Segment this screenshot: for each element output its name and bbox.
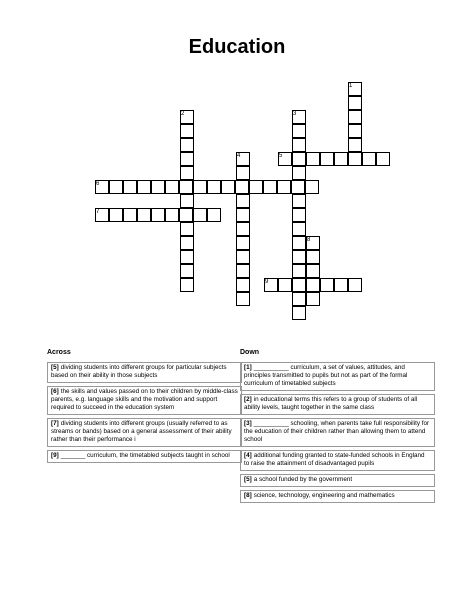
clue-text: __________ schooling, when parents take full responsibility for the education of their children rather than allowing them to attend school [244,420,430,443]
crossword-cell[interactable] [180,152,194,166]
crossword-cell[interactable] [123,208,137,222]
crossword-cell[interactable] [180,222,194,236]
clue-text: additional funding granted to state-funded schools in England to raise the attainment of disadvantaged pupils [244,452,425,467]
clue-number: [3] [244,420,252,427]
crossword-cell[interactable] [348,96,362,110]
clue-text: dividing students into different groups for particular subjects based on their ability in those subjects [51,364,227,379]
crossword-cell[interactable] [179,180,193,194]
crossword-cell[interactable] [236,208,250,222]
cell-number: 9 [265,279,269,285]
crossword-cell[interactable] [151,180,165,194]
crossword-cell[interactable] [180,138,194,152]
crossword-cell[interactable] [334,152,348,166]
cell-number: 8 [307,237,311,243]
clue-number: [8] [244,492,252,499]
crossword-cell[interactable] [292,152,306,166]
crossword-cell[interactable] [236,292,250,306]
crossword-cell[interactable] [291,180,305,194]
page-title: Education [188,36,286,58]
crossword-cell[interactable] [306,264,320,278]
cell-number: 4 [237,153,241,159]
crossword-cell[interactable] [137,180,151,194]
crossword-cell[interactable] [306,278,320,292]
cell-number: 2 [181,111,185,117]
clue-number: [7] [51,420,59,427]
crossword-cell[interactable] [292,264,306,278]
crossword-cell[interactable] [306,292,320,306]
crossword-cell[interactable] [362,152,376,166]
crossword-cell[interactable] [306,250,320,264]
down-clue-list [240,362,435,506]
clue-number: [4] [244,452,252,459]
crossword-cell[interactable] [292,208,306,222]
crossword-cell[interactable] [137,208,151,222]
crossword-cell[interactable] [165,208,179,222]
cell-number: 3 [293,111,297,117]
crossword-cell[interactable] [348,152,362,166]
crossword-cell[interactable] [306,152,320,166]
crossword-cell[interactable] [193,208,207,222]
clue-text: __________ curriculum, a set of values, attitudes, and principles transmitted to pupils but not as part of the formal curriculum of timetabled subjects [244,364,408,387]
crossword-cell[interactable] [292,306,306,320]
crossword-cell[interactable] [249,180,263,194]
cell-number: 5 [279,153,283,159]
crossword-cell[interactable] [180,264,194,278]
across-clue [47,386,242,415]
down-clue [240,490,435,503]
clue-text: _______ curriculum, the timetabled subjects taught in school [60,452,230,459]
crossword-cell[interactable] [151,208,165,222]
crossword-cell[interactable] [207,208,221,222]
across-clue [47,418,242,447]
crossword-cell[interactable] [292,194,306,208]
crossword-cell[interactable] [292,292,306,306]
cell-number: 1 [349,83,353,89]
down-heading: Down [240,349,260,356]
cell-number: 7 [96,209,100,215]
crossword-cell[interactable] [278,278,292,292]
crossword-cell[interactable] [334,278,348,292]
down-clue [240,450,435,471]
down-clue [240,362,435,391]
crossword-cell[interactable] [193,180,207,194]
crossword-cell[interactable] [376,152,390,166]
crossword-cell[interactable] [320,152,334,166]
clue-number: [5] [51,364,59,371]
crossword-cell[interactable] [320,278,334,292]
crossword-cell[interactable] [292,236,306,250]
crossword-cell[interactable] [180,124,194,138]
crossword-cell[interactable] [165,180,179,194]
crossword-cell[interactable] [236,166,250,180]
cell-number: 6 [96,181,100,187]
down-clue [240,394,435,415]
across-heading: Across [47,349,71,356]
clue-text: in educational terms this refers to a group of students of all ability levels, taught together in the same class [244,396,418,411]
down-clue [240,418,435,447]
crossword-cell[interactable] [348,110,362,124]
crossword-cell[interactable] [180,194,194,208]
clue-text: the skills and values passed on to their children by middle-class parents, e.g. language skills and the motivation and support required to succeed in the education system [51,388,238,411]
clue-text: science, technology, engineering and mathematics [253,492,395,499]
crossword-cell[interactable] [236,194,250,208]
clue-number: [5] [244,476,252,483]
crossword-cell[interactable] [292,278,306,292]
crossword-cell[interactable] [236,222,250,236]
crossword-cell[interactable] [348,124,362,138]
crossword-cell[interactable] [207,180,221,194]
crossword-cell[interactable] [348,278,362,292]
crossword-cell[interactable] [221,180,235,194]
crossword-cell[interactable] [123,180,137,194]
crossword-cell[interactable] [236,236,250,250]
clue-text: dividing students into different groups (usually referred to as streams or bands) based on a general assessment of their ability rather than their performance i [51,420,232,443]
crossword-cell[interactable] [236,264,250,278]
clue-text: a school funded by the government [253,476,353,483]
crossword-cell[interactable] [292,250,306,264]
crossword-cell[interactable] [180,166,194,180]
crossword-cell[interactable] [292,124,306,138]
crossword-cell[interactable] [292,166,306,180]
across-clue [47,362,242,383]
clue-number: [9] [51,452,59,459]
crossword-cell[interactable] [235,180,249,194]
crossword-cell[interactable] [236,278,250,292]
across-clue [47,450,242,463]
crossword-cell[interactable] [263,180,277,194]
crossword-cell[interactable] [277,180,291,194]
crossword-cell[interactable] [180,278,194,292]
across-clue-list [47,362,242,466]
crossword-cell[interactable] [305,180,319,194]
crossword-cell[interactable] [292,138,306,152]
crossword-cell[interactable] [236,250,250,264]
crossword-cell[interactable] [109,208,123,222]
crossword-cell[interactable] [109,180,123,194]
down-clue [240,474,435,487]
crossword-cell[interactable] [180,236,194,250]
crossword-cell[interactable] [179,208,193,222]
clue-number: [2] [244,396,252,403]
crossword-cell[interactable] [292,222,306,236]
clue-number: [1] [244,364,252,371]
clue-number: [6] [51,388,59,395]
crossword-cell[interactable] [180,250,194,264]
crossword-cell[interactable] [348,138,362,152]
